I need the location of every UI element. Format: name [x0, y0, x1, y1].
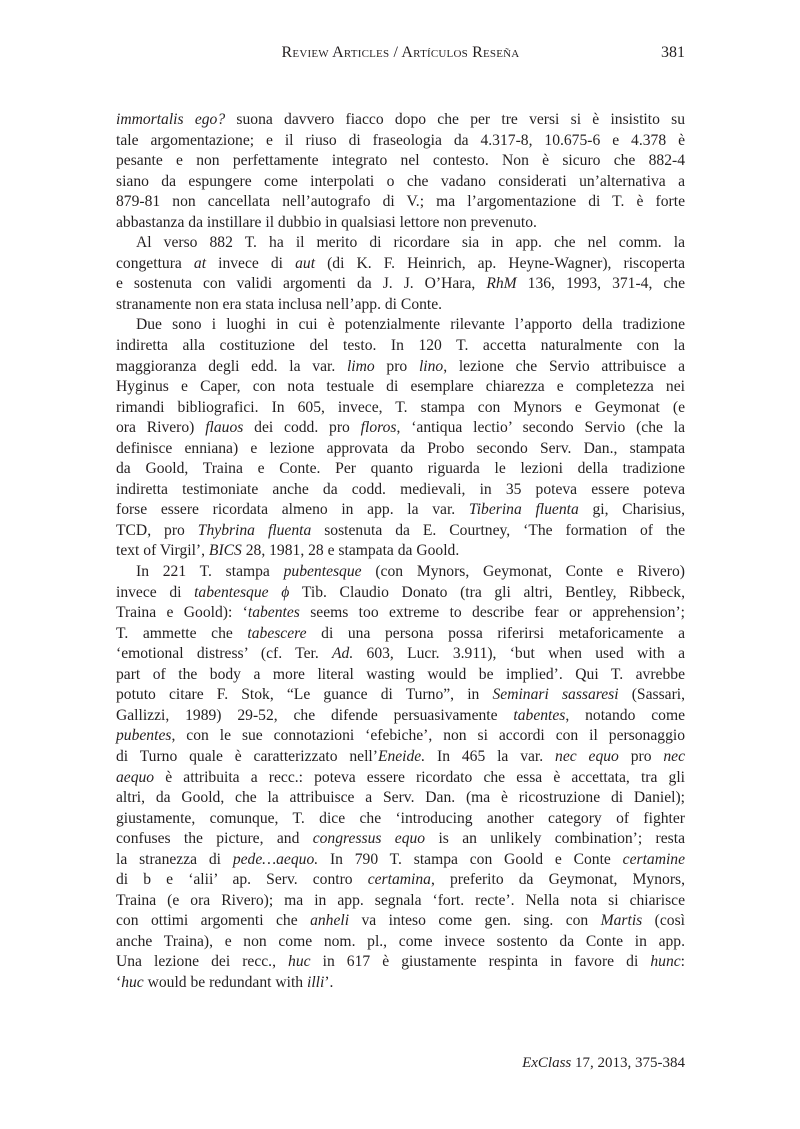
text-run: seems too extreme to describe fear or apprehension’;: [299, 604, 685, 622]
text-run: con ottimi argomenti che: [116, 912, 311, 930]
text-run: anche Traina), e non come nom. pl., come invece sostento da Conte in app.: [116, 932, 685, 950]
italic-text: flauos: [205, 419, 244, 437]
text-line: [116, 747, 685, 768]
running-title: Review Articles / Artículos Reseña: [281, 44, 520, 61]
italic-text: certamine: [622, 850, 686, 868]
text-line: [116, 911, 685, 932]
text-line: [116, 315, 685, 336]
italic-text: tabescere: [247, 624, 307, 642]
text-line: [116, 459, 685, 480]
text-run: pesante e non perfettamente integrato nel contesto. Non è sicuro che 882-4: [116, 152, 685, 170]
text-run: Traina (e ora Rivero); ma in app. segnala ‘fort. recte’. Nella nota si chiarisce: [116, 891, 685, 909]
text-run: , preferito da Geymonat, Mynors,: [430, 871, 685, 889]
italic-text: Ad.: [332, 645, 354, 663]
text-run: stranamente non era stata inclusa nell’app. di Conte.: [116, 295, 443, 313]
italic-text: tabentes: [247, 604, 300, 622]
text-run: TCD, pro: [116, 521, 198, 539]
text-run: confuses the picture, and: [116, 830, 313, 848]
text-line: [116, 274, 685, 295]
text-run: (con Mynors, Geymonat, Conte e Rivero): [361, 563, 685, 581]
text-line: [116, 644, 685, 665]
text-run: definisce enniana) e lezione approvata da Probo secondo Serv. Dan., stampata: [116, 439, 685, 457]
text-run: maggioranza degli edd. la var.: [116, 357, 347, 375]
text-run: In 465 la var.: [425, 747, 556, 765]
text-run: :: [680, 953, 685, 971]
text-run: Tib. Claudio Donato (tra gli altri, Bentley, Ribbeck,: [289, 583, 685, 601]
text-run: (di K. F. Heinrich, ap. Heyne-Wagner), riscoperta: [315, 254, 685, 272]
italic-text: anheli: [310, 912, 350, 930]
italic-text: pede…aequo.: [232, 850, 319, 868]
text-run: è attribuita a recc.: poteva essere ricordato che essa è accettata, tra gli: [154, 768, 685, 786]
text-run: di Turno quale è caratterizzato nell’: [116, 747, 378, 765]
text-run: ’.: [324, 973, 334, 991]
text-line: [116, 172, 685, 193]
italic-text: floros: [360, 419, 397, 437]
text-run: 28, 1981, 28 e stampata da Goold.: [241, 542, 460, 560]
text-line: [116, 850, 685, 871]
text-line: [116, 624, 685, 645]
text-line: [116, 500, 685, 521]
text-run: part of the body a more literal wasting would be implied’. Qui T. avrebbe: [116, 665, 685, 683]
text-line: [116, 726, 685, 747]
text-run: indiretta testimoniate anche da codd. medievali, in 35 poteva essere poteva: [116, 480, 685, 498]
italic-text: congressus equo: [312, 830, 426, 848]
text-run: tale argomentazione; e il riuso di fraseologia da 4.317-8, 10.675-6 e 4.378 è: [116, 131, 685, 149]
italic-text: huc: [288, 953, 311, 971]
italic-text: huc: [121, 973, 144, 991]
text-run: In 221 T. stampa: [136, 563, 284, 581]
text-run: 879-81 non cancellata nell’autografo di V.; ma l’argomentazione di T. è forte: [116, 193, 685, 211]
text-line: [116, 418, 685, 439]
text-line: [116, 685, 685, 706]
text-run: (così: [642, 912, 685, 930]
text-run: rimandi bibliografici. In 605, invece, T. stampa con Mynors e Geymonat (e: [116, 398, 685, 416]
text-run: congettura: [116, 254, 194, 272]
text-line: [116, 213, 685, 234]
text-line: [116, 603, 685, 624]
italic-text: lino: [418, 357, 444, 375]
text-line: [116, 151, 685, 172]
text-run: ‘: [116, 973, 122, 991]
text-run: e sostenuta con validi argomenti da J. J. O’Hara,: [116, 275, 487, 293]
text-run: pro: [618, 747, 664, 765]
text-line: [116, 254, 685, 275]
text-line: [116, 870, 685, 891]
italic-text: hunc: [650, 953, 681, 971]
text-line: [116, 398, 685, 419]
text-line: [116, 788, 685, 809]
text-run: Hyginus e Caper, con nota testuale di esemplare chiarezza e completezza nei: [116, 378, 685, 396]
text-run: giustamente, comunque, T. dice che ‘introducing another category of fighter: [116, 809, 685, 827]
text-line: [116, 521, 685, 542]
text-line: [116, 541, 685, 562]
text-run: di una persona possa riferirsi metaforicamente a: [306, 624, 685, 642]
text-line: [116, 131, 685, 152]
text-line: [116, 439, 685, 460]
text-line: [116, 952, 685, 973]
text-run: altri, da Goold, che la attribuisce a Serv. Dan. (ma è ricostruzione di Daniel);: [116, 789, 685, 807]
text-run: di b e ‘alii’ ap. Serv. contro: [116, 871, 368, 889]
text-line: [116, 562, 685, 583]
text-line: [116, 110, 685, 131]
text-line: [116, 480, 685, 501]
citation-details: 17, 2013, 375-384: [571, 1055, 685, 1071]
text-line: [116, 829, 685, 850]
italic-text: limo: [346, 357, 375, 375]
italic-text: Thybrina fluenta: [197, 521, 312, 539]
text-run: va inteso come gen. sing. con: [349, 912, 601, 930]
text-line: [116, 336, 685, 357]
text-run: (Sassari,: [618, 686, 685, 704]
text-run: , con le sue connotazioni ‘efebiche’, non si accordi con il personaggio: [171, 727, 685, 745]
italic-text: BICS: [208, 542, 242, 560]
text-run: siano da espungere come interpolati o che vadano considerati un’alternativa a: [116, 172, 685, 190]
text-line: [116, 891, 685, 912]
text-run: ora Rivero): [116, 419, 206, 437]
text-run: would be redundant with: [143, 973, 307, 991]
text-run: forse essere ricordata almeno in app. la var.: [116, 501, 469, 519]
text-run: Gallizzi, 1989) 29-52, che difende persuasivamente: [116, 706, 514, 724]
body-text: [116, 110, 685, 994]
text-run: invece di: [206, 254, 296, 272]
text-run: ‘emotional distress’ (cf. Ter.: [116, 645, 333, 663]
text-run: indiretta alla costituzione del testo. In 120 T. accetta naturalmente con la: [116, 337, 685, 355]
text-run: gi, Charisius,: [578, 501, 685, 519]
text-line: [116, 295, 685, 316]
text-run: pro: [374, 357, 419, 375]
text-run: abbastanza da instillare il dubbio in qualsiasi lettore non prevenuto.: [116, 213, 537, 231]
text-run: In 790 T. stampa con Goold e Conte: [318, 850, 623, 868]
italic-text: tabentesque ϕ: [194, 583, 290, 601]
italic-text: certamina: [367, 871, 431, 889]
italic-text: Seminari sassaresi: [492, 686, 619, 704]
text-line: [116, 932, 685, 953]
text-line: [116, 192, 685, 213]
italic-text: aequo: [116, 768, 155, 786]
italic-text: Tiberina fluenta: [468, 501, 579, 519]
italic-text: RhM: [486, 275, 517, 293]
text-line: [116, 377, 685, 398]
text-run: is an unlikely combination’; resta: [425, 830, 685, 848]
italic-text: nec equo: [555, 747, 619, 765]
text-run: Una lezione dei recc.,: [116, 953, 289, 971]
text-line: [116, 706, 685, 727]
page-number: 381: [661, 44, 685, 61]
italic-text: pubentes: [116, 727, 172, 745]
text-run: T. ammette che: [116, 624, 248, 642]
italic-text: nec: [663, 747, 685, 765]
text-run: invece di: [116, 583, 195, 601]
text-run: dei codd. pro: [243, 419, 361, 437]
text-line: [116, 233, 685, 254]
text-run: , lezione che Servio attribuisce a: [443, 357, 685, 375]
footer-citation: [116, 1055, 685, 1072]
text-line: [116, 768, 685, 789]
journal-name: ExClass: [522, 1055, 572, 1071]
text-run: Al verso 882 T. ha il merito di ricordare sia in app. che nel comm. la: [136, 234, 685, 252]
italic-text: tabentes: [513, 706, 566, 724]
text-line: [116, 665, 685, 686]
text-run: sostenuta da E. Courtney, ‘The formation of the: [311, 521, 685, 539]
text-run: 136, 1993, 371-4, che: [516, 275, 685, 293]
text-line: [116, 583, 685, 604]
text-run: Due sono i luoghi in cui è potenzialmente rilevante l’apporto della tradizione: [136, 316, 685, 334]
text-run: in 617 è giustamente respinta in favore di: [310, 953, 651, 971]
italic-text: aut: [295, 254, 316, 272]
text-run: da Goold, Traina e Conte. Per quanto riguarda le lezioni della tradizione: [116, 460, 685, 478]
text-run: suona davvero fiacco dopo che per tre versi si è insistito su: [225, 111, 685, 128]
text-run: 603, Lucr. 3.911), ‘but when used with a: [353, 645, 685, 663]
text-run: la stranezza di: [116, 850, 233, 868]
italic-text: illi: [307, 973, 325, 991]
text-run: potuto citare F. Stok, “Le guance di Turno”, in: [116, 686, 493, 704]
italic-text: immortalis ego?: [116, 111, 226, 128]
running-header: [116, 44, 685, 66]
italic-text: at: [193, 254, 207, 272]
text-run: Traina e Goold): ‘: [116, 604, 248, 622]
text-run: , notando come: [565, 706, 686, 724]
text-line: [116, 357, 685, 378]
italic-text: Martis: [600, 912, 643, 930]
text-run: , ‘antiqua lectio’ secondo Servio (che la: [396, 419, 685, 437]
italic-text: Eneide.: [377, 747, 426, 765]
text-run: text of Virgil’,: [116, 542, 209, 560]
text-line: [116, 809, 685, 830]
text-line: [116, 973, 685, 994]
italic-text: pubentesque: [283, 563, 362, 581]
